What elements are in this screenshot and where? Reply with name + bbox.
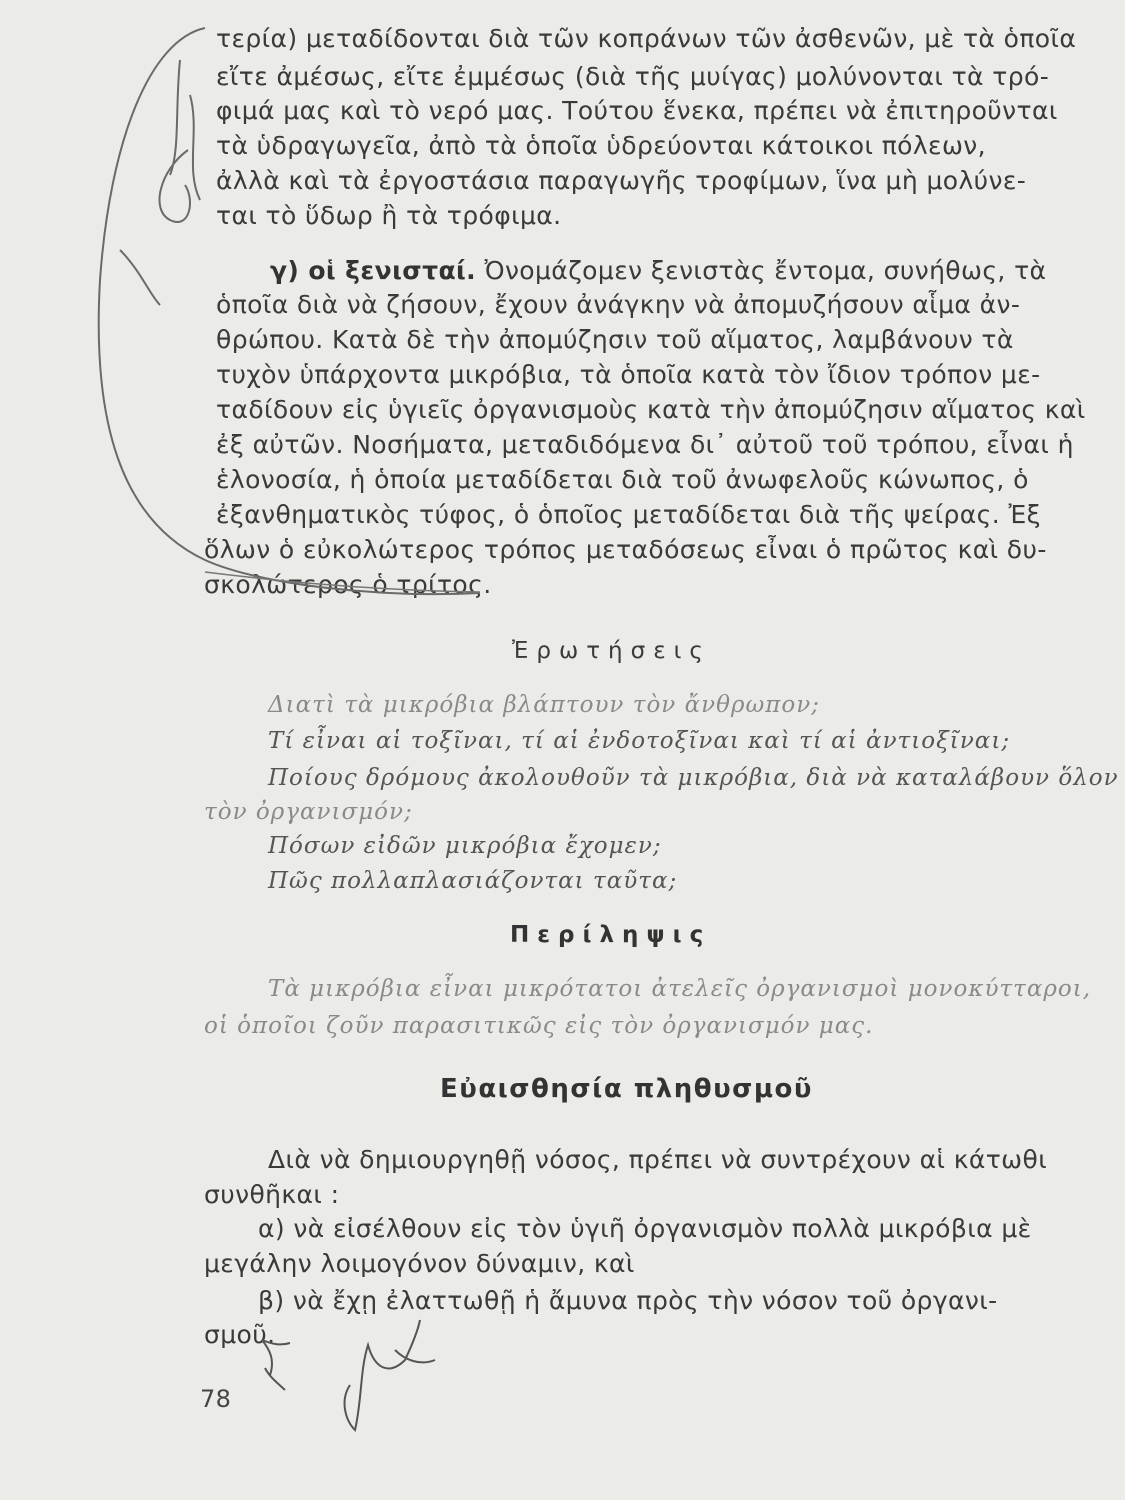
text-line: ὁποῖα διὰ νὰ ζήσουν, ἔχουν ἀνάγκην νὰ ἀπομυζήσουν αἷμα ἀν- <box>216 290 1021 319</box>
text-line: β) νὰ ἔχῃ ἐλαττωθῇ ἡ ἄμυνα πρὸς τὴν νόσον τοῦ ὀργανι- <box>258 1286 998 1315</box>
question-item: Τί εἶναι αἱ τοξῖναι, τί αἱ ἐνδοτοξῖναι καὶ τί αἱ ἀντιοξῖναι; <box>268 728 1011 754</box>
text-line: εἴτε ἀμέσως, εἴτε ἐμμέσως (διὰ τῆς μυίγας) μολύνονται τὰ τρό- <box>216 62 1050 91</box>
text-line: ἀλλὰ καὶ τὰ ἐργοστάσια παραγωγῆς τροφίμων, ἵνα μὴ μολύνε- <box>216 166 1027 195</box>
text-line: συνθῆκαι : <box>204 1180 340 1209</box>
summary-line: οἱ ὁποῖοι ζοῦν παρασιτικῶς εἰς τὸν ὀργανισμόν μας. <box>204 1013 874 1039</box>
text-line: τὰ ὑδραγωγεῖα, ἀπὸ τὰ ὁποῖα ὑδρεύονται κάτοικοι πόλεων, <box>216 131 986 160</box>
text-line: ται τὸ ὕδωρ ἢ τὰ τρόφιμα. <box>216 201 562 230</box>
text-line: Διὰ νὰ δημιουργηθῇ νόσος, πρέπει νὰ συντρέχουν αἱ κάτωθι <box>268 1145 1048 1174</box>
page-number: 78 <box>200 1385 232 1413</box>
summary-heading: Περίληψις <box>510 922 712 948</box>
section-heading: Εὐαισθησία πληθυσμοῦ <box>440 1074 813 1104</box>
text-line: ἐξ αὐτῶν. Νοσήματα, μεταδιδόμενα δι᾽ αὐτοῦ τοῦ τρόπου, εἶναι ἡ <box>216 430 1074 459</box>
summary-line: Τὰ μικρόβια εἶναι μικρότατοι ἀτελεῖς ὀργανισμοὶ μονοκύτταροι, <box>268 976 1092 1002</box>
margin-bracket-line <box>99 28 480 594</box>
text-line: τερία) μεταδίδονται διὰ τῶν κοπράνων τῶν ἀσθενῶν, μὲ τὰ ὁποῖα <box>216 24 1077 53</box>
text-line: μεγάλην λοιμογόνον δύναμιν, καὶ <box>204 1249 635 1278</box>
text-line: α) νὰ εἰσέλθουν εἰς τὸν ὑγιῆ ὀργανισμὸν πολλὰ μικρόβια μὲ <box>258 1214 1032 1243</box>
question-item: Διατὶ τὰ μικρόβια βλάπτουν τὸν ἄνθρωπον; <box>268 692 820 718</box>
text-line: σκολώτερος ὁ τρίτος. <box>204 570 492 599</box>
questions-heading: Ἐρωτήσεις <box>512 638 711 664</box>
text-line: ἑλονοσία, ἡ ὁποία μεταδίδεται διὰ τοῦ ἀνωφελοῦς κώνωπος, ὁ <box>216 465 1029 494</box>
question-item: Πόσων εἰδῶν μικρόβια ἔχομεν; <box>268 833 662 859</box>
term-label: γ) οἱ ξενισταί. <box>270 256 477 285</box>
text-line: ὅλων ὁ εὐκολώτερος τρόπος μεταδόσεως εἶναι ὁ πρῶτος καὶ δυ- <box>204 535 1047 564</box>
margin-scribble <box>120 60 200 305</box>
text-line: σμοῦ. <box>204 1320 276 1349</box>
text-fragment: Ὀνομάζομεν ξενιστὰς ἔντομα, συνήθως, τὰ <box>484 256 1047 285</box>
question-item: Πῶς πολλαπλασιάζονται ταῦτα; <box>268 868 678 894</box>
text-line: θρώπου. Κατὰ δὲ τὴν ἀπομύζησιν τοῦ αἵματος, λαμβάνουν τὰ <box>216 325 1014 354</box>
text-line: ταδίδουν εἰς ὑγιεῖς ὀργανισμοὺς κατὰ τὴν ἀπομύζησιν αἵματος καὶ <box>216 395 1086 424</box>
text-line: τυχὸν ὑπάρχοντα μικρόβια, τὰ ὁποῖα κατὰ τὸν ἴδιον τρόπον με- <box>216 360 1041 389</box>
question-item: Ποίους δρόμους ἀκολουθοῦν τὰ μικρόβια, διὰ νὰ καταλάβουν ὅλον <box>268 765 1119 791</box>
text-line: φιμά μας καὶ τὸ νερό μας. Τούτου ἕνεκα, πρέπει νὰ ἐπιτηροῦνται <box>216 96 1058 125</box>
text-line: ἐξανθηματικὸς τύφος, ὁ ὁποῖος μεταδίδεται διὰ τῆς ψείρας. Ἐξ <box>216 500 1041 529</box>
question-item: τὸν ὀργανισμόν; <box>204 799 413 825</box>
bottom-scribble <box>262 1320 435 1430</box>
